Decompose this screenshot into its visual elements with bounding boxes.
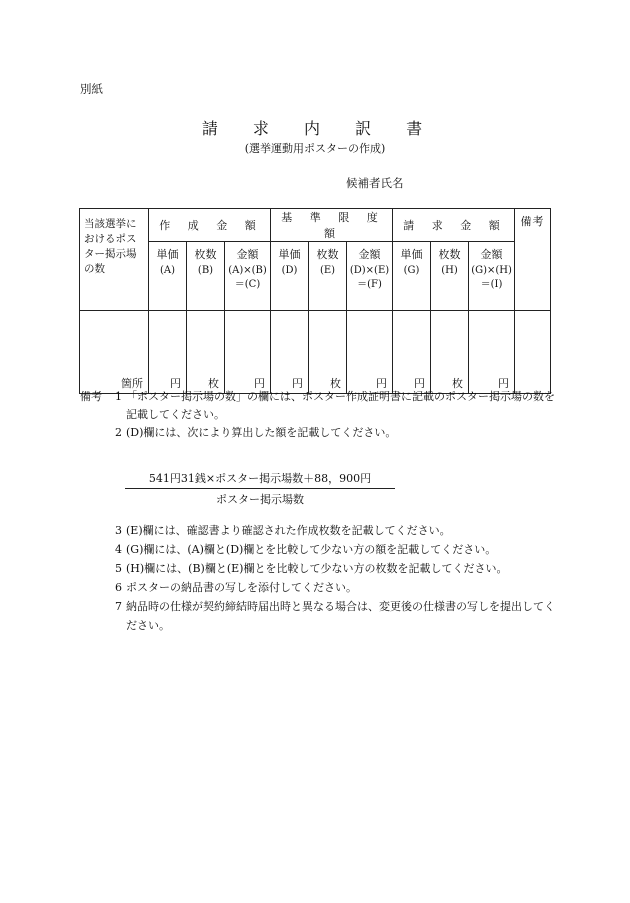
unit-cell: 箇所 [80,311,149,394]
note-item [80,578,560,597]
unit-cell: 円 [149,311,187,394]
note-item [80,521,560,540]
note-item [80,540,560,559]
note-text: ポスターの納品書の写しを添付してください。 [126,581,357,594]
poster-board-count-header: 当該選挙におけるポスター掲示場の数 [80,209,149,311]
sub-header: 金額 (A)×(B)＝(C) [225,242,271,311]
document-subtitle: (選挙運動用ポスターの作成) [244,142,386,155]
note-item [80,559,560,578]
note-number: 6 [115,581,122,594]
sub-header: 金額 (D)×(E)＝(F) [347,242,393,311]
note-item [80,388,560,424]
note-number: 1 [115,390,122,403]
production-amount-header: 作 成 金 額 [149,209,271,242]
note-text: (D)欄には、次により算出した額を記載してください。 [126,426,397,439]
unit-cell: 円 [225,311,271,394]
sub-header: 単価 (G) [393,242,431,311]
unit-cell: 枚 [187,311,225,394]
note-text: 納品時の仕様が契約締結時届出時と異なる場合は、変更後の仕様書の写しを提出してください。 [126,600,555,632]
note-item [80,424,560,442]
sub-header: 単価 (A) [149,242,187,311]
document-title: 請 求 内 訳 書 [201,119,429,138]
notes-section-continued [80,521,560,635]
unit-cell: 円 [393,311,431,394]
claim-amount-header: 請 求 金 額 [393,209,515,242]
remarks-header: 備考 [515,209,551,311]
formula-denominator: ポスター掲示場数 [216,493,304,506]
unit-cell: 枚 [431,311,469,394]
claim-breakdown-table [79,208,551,394]
unit-cell: 円 [469,311,515,394]
candidate-name-label: 候補者氏名 [346,176,404,190]
note-number: 5 [115,562,122,575]
note-number: 2 [115,426,122,439]
sub-header: 枚数 (B) [187,242,225,311]
note-number: 3 [115,524,122,537]
remarks-cell [515,311,551,394]
unit-cell: 枚 [309,311,347,394]
note-text: 「ポスター掲示場の数」の欄には、ポスター作成証明書に記載のポスター掲示場の数を記載してください。 [126,390,555,421]
sub-header: 枚数 (E) [309,242,347,311]
formula [125,470,395,507]
unit-cell: 円 [347,311,393,394]
note-item [80,597,560,635]
notes-label: 備考 [80,390,102,403]
notes-section [80,388,560,442]
attachment-label: 別紙 [80,82,103,96]
note-number: 4 [115,543,122,556]
note-text: (H)欄には、(B)欄と(E)欄とを比較して少ない方の枚数を記載してください。 [126,562,508,575]
note-number: 7 [115,600,122,613]
note-text: (E)欄には、確認書より確認された作成枚数を記載してください。 [126,524,451,537]
sub-header: 枚数 (H) [431,242,469,311]
sub-header: 金額 (G)×(H)＝(I) [469,242,515,311]
standard-limit-header: 基 準 限 度 額 [271,209,393,242]
formula-numerator: 541円31銭×ポスター掲示場数＋88，900円 [125,470,395,489]
sub-header: 単価 (D) [271,242,309,311]
unit-cell: 円 [271,311,309,394]
note-text: (G)欄には、(A)欄と(D)欄とを比較して少ない方の額を記載してください。 [126,543,497,556]
